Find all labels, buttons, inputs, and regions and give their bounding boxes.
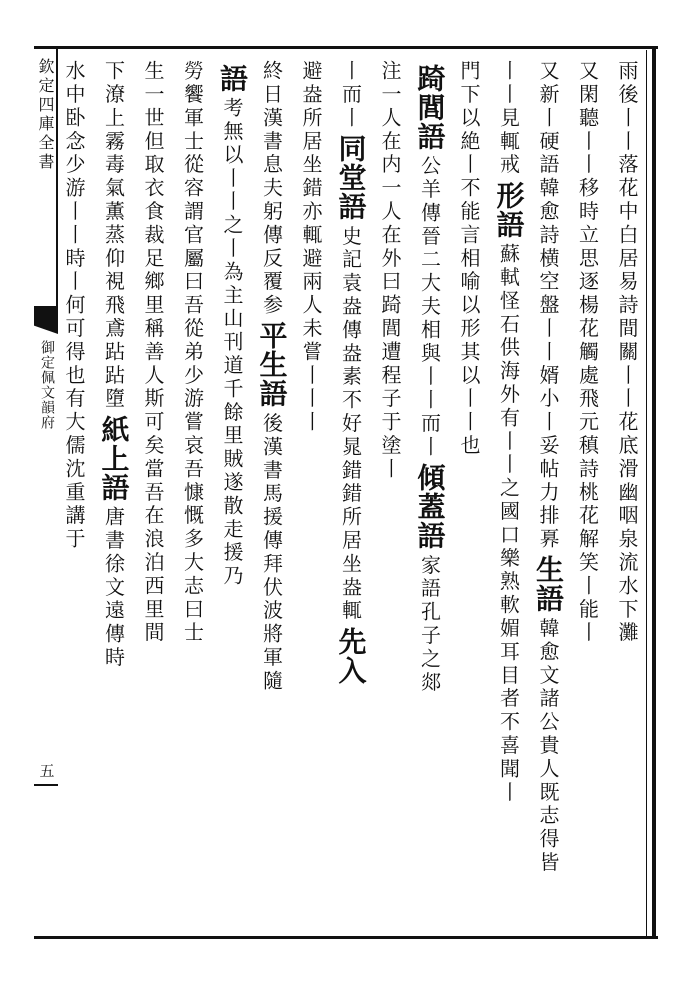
column-text: 漢書息夫躬傳反覆参 — [259, 106, 284, 318]
text-column — [413, 60, 447, 695]
column-text: 丨而丨 — [338, 60, 363, 131]
folio-number: 五 — [39, 762, 55, 780]
text-column — [334, 60, 368, 689]
column-text: 考無以丨丨之丨為主 — [220, 97, 244, 308]
column-text: 韓愈文諸公貴人既志得皆 — [536, 617, 560, 875]
headword: 先入 — [334, 627, 368, 686]
frame-bottom-border — [34, 936, 658, 939]
text-column — [294, 60, 328, 434]
text-column — [97, 60, 131, 670]
column-text: 後漢書馬援傳拜伏波將軍隨 — [259, 412, 284, 694]
headword: 生語 — [532, 555, 565, 614]
headword: 語 — [216, 64, 249, 93]
collection-title: 欽定四庫全書 — [36, 58, 55, 172]
column-text: 遭程子于塗丨 — [378, 340, 402, 482]
column-text: 終日 — [259, 60, 284, 107]
column-text: 水中卧念少游丨丨時丨何可得也 — [62, 60, 86, 388]
column-text: 樂熟軟媚耳目者不喜聞丨 — [496, 547, 521, 805]
column-text: 有大儒沈重講于 — [62, 387, 86, 552]
frame-right-inner-border — [646, 50, 647, 936]
column-text: 又閑聽丨丨移時立思逐楊花觸處飛元稹詩桃花解笑丨能丨 — [575, 60, 600, 645]
column-text: 蘇軾怪石供海外有丨丨之國口 — [496, 243, 521, 548]
text-column — [176, 60, 210, 645]
column-text: 公羊傳晉二大夫相與丨丨而丨 — [417, 155, 442, 460]
text-column — [492, 60, 526, 805]
column-text: 雨後丨丨落花中白居易詩間關丨丨花底滑幽咽泉流水下灘 — [615, 60, 639, 645]
headword: 紙上語 — [97, 415, 131, 502]
column-text: 門下以絶丨不能言相喻以形其以丨丨也 — [457, 60, 481, 458]
column-text: 避盎所居坐錯亦輒避兩人未嘗丨丨丨 — [299, 60, 323, 435]
column-text: 唐書徐文遠傳時 — [101, 506, 126, 670]
text-column — [215, 60, 249, 588]
column-text: 丨丨見輒戒 — [496, 60, 521, 177]
headword: 傾蓋語 — [413, 463, 447, 551]
text-column — [373, 60, 407, 481]
text-column — [255, 60, 289, 693]
frame-right-border — [652, 46, 656, 939]
column-text: 下潦上霧毒氣薫蒸仰視飛鳶跕跕墮 — [101, 60, 126, 411]
text-column — [136, 60, 170, 645]
column-text: 史記袁盎傳盎素不好晁錯錯所居坐盎輒 — [338, 225, 363, 624]
headword: 形語 — [492, 181, 526, 239]
column-text: 勞饗軍士從容謂官屬曰吾從弟少游嘗哀吾慷慨多大志曰士 — [180, 60, 205, 645]
headword: 平生語 — [255, 321, 289, 409]
book-title: 御定佩文韻府 — [39, 340, 55, 430]
headword: 同堂語 — [334, 134, 368, 222]
folio-rule — [34, 784, 58, 786]
text-column — [531, 60, 565, 875]
frame-top-border — [34, 46, 658, 49]
column-text: 注一人在内一人在外曰踦閭 — [378, 60, 402, 341]
headword: 踦閭語 — [413, 64, 447, 151]
text-column — [571, 60, 605, 645]
fishtail-mark — [34, 306, 58, 334]
text-column — [610, 60, 644, 645]
column-text: 家語孔子之郯 — [417, 554, 442, 695]
column-text: 山刊道千餘里賊遂散走援乃 — [220, 307, 244, 589]
column-text: 又新丨硬語韓愈詩横空盤丨丨婿小丨妥帖力排奡 — [536, 60, 560, 552]
text-column — [452, 60, 486, 458]
text-column — [57, 60, 91, 551]
column-text: 生一世但取衣食裁足鄉里稱善人斯可矣當吾在浪泊西里間 — [141, 60, 165, 645]
